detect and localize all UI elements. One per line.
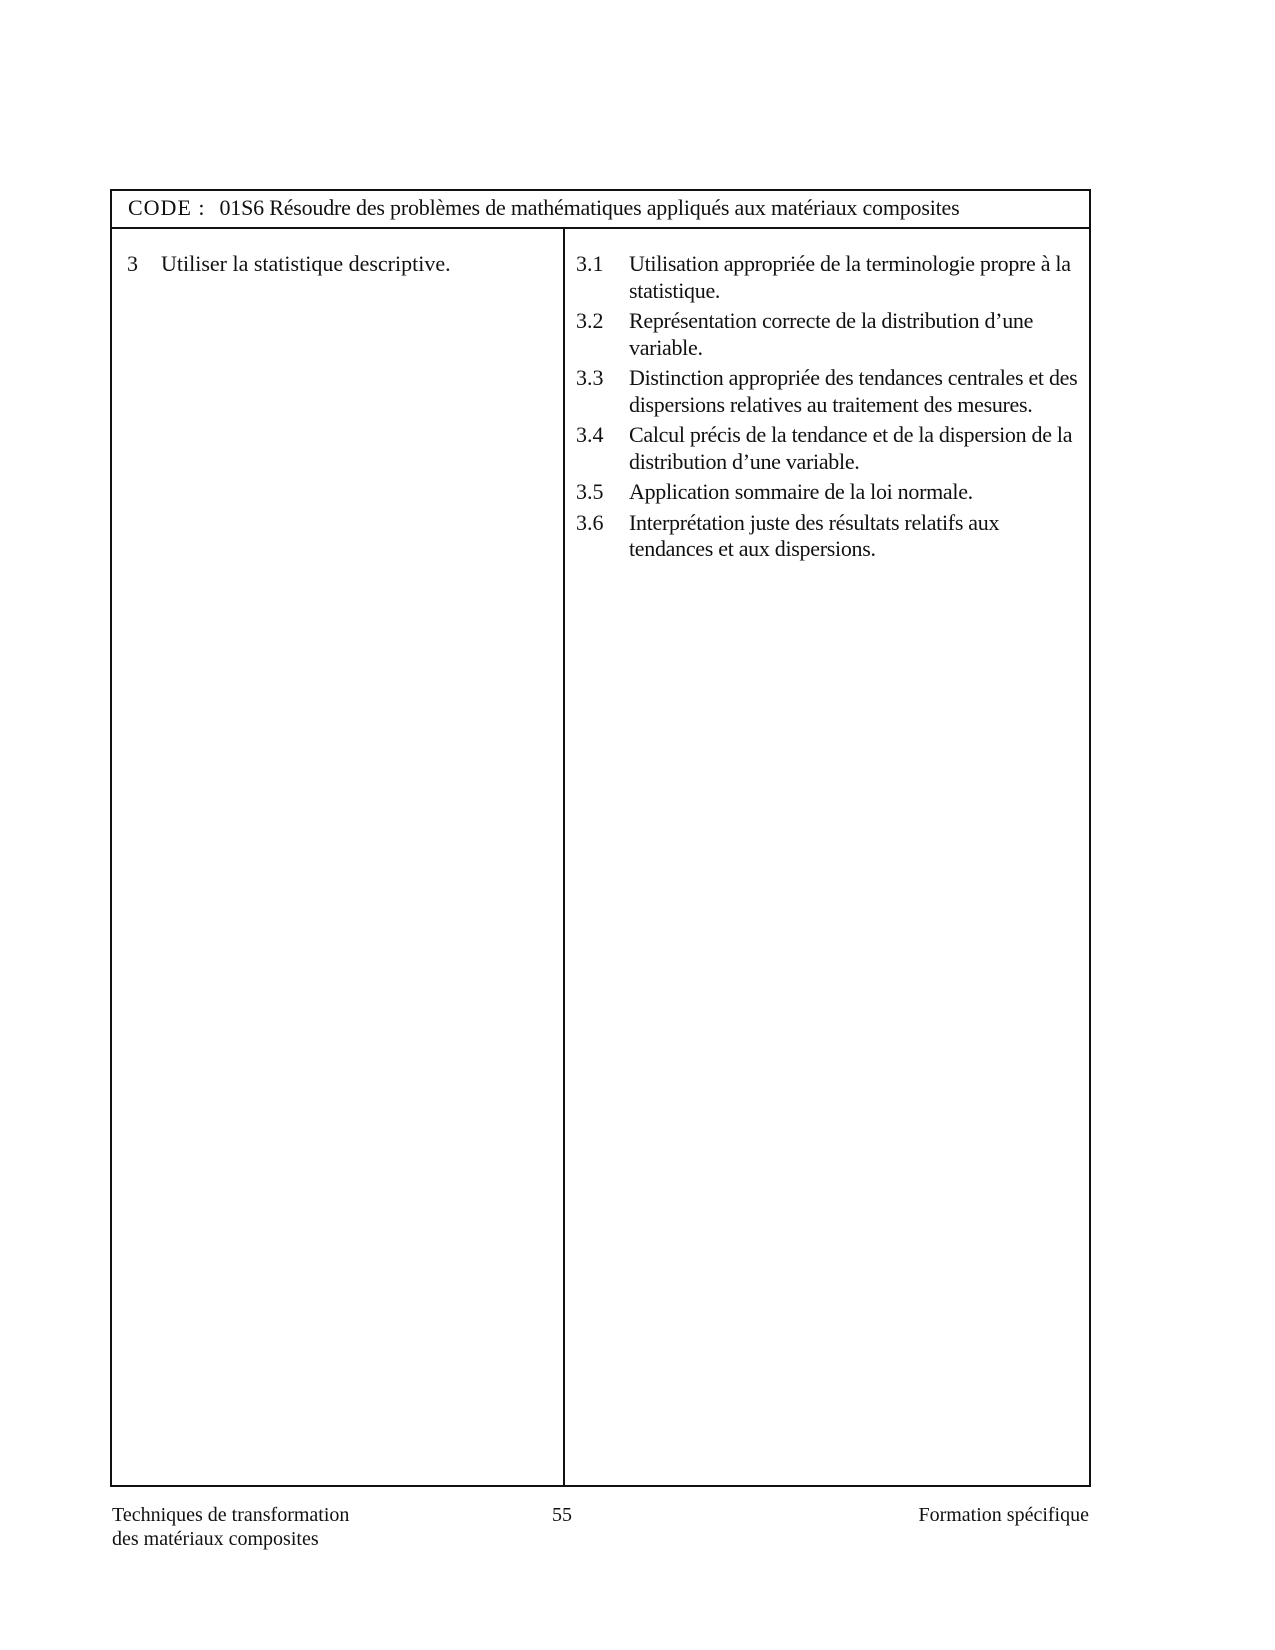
footer-program-title: [112, 1503, 432, 1551]
column-divider: [563, 229, 565, 1487]
footer-section-title: Formation spécifique: [918, 1504, 1089, 1526]
element-column: [127, 251, 547, 277]
criterion-number: 3.6: [576, 509, 604, 535]
element-number: 3: [127, 251, 138, 276]
code-header: [112, 191, 1089, 229]
criterion-item: [576, 365, 1081, 418]
criterion-item: [576, 308, 1081, 361]
criterion-text: Utilisation appropriée de la terminologie propre à la statistique.: [629, 251, 1071, 303]
code-label: CODE :: [128, 195, 206, 220]
criterion-text: Calcul précis de la tendance et de la dispersion de la distribution d’une variable.: [629, 422, 1073, 474]
code-title: 01S6 Résoudre des problèmes de mathématiques appliqués aux matériaux composites: [219, 195, 960, 220]
criterion-item: [576, 479, 1081, 506]
footer-program-line1: Techniques de transformation: [112, 1504, 350, 1526]
criterion-number: 3.2: [576, 308, 604, 333]
criterion-number: 3.3: [576, 365, 604, 390]
criterion-text: Interprétation juste des résultats relatifs aux tendances et aux dispersions.: [629, 509, 1000, 561]
criterion-text: Distinction appropriée des tendances centrales et des dispersions relatives au traitement des mesures.: [629, 365, 1078, 417]
criterion-item: [576, 251, 1081, 304]
criterion-number: 3.5: [576, 479, 604, 504]
criterion-text: Représentation correcte de la distribution d’une variable.: [629, 308, 1034, 360]
criterion-item: [576, 422, 1081, 475]
element-text: Utiliser la statistique descriptive.: [161, 251, 451, 276]
criterion-number: 3.1: [576, 251, 604, 276]
competency-table: [110, 189, 1091, 1487]
page-number: 55: [552, 1504, 572, 1526]
criterion-text: Application sommaire de la loi normale.: [629, 479, 973, 504]
criterion-item: [576, 510, 1081, 563]
criteria-column: [576, 251, 1081, 567]
footer-program-line2: des matériaux composites: [112, 1528, 319, 1550]
criterion-number: 3.4: [576, 422, 604, 447]
